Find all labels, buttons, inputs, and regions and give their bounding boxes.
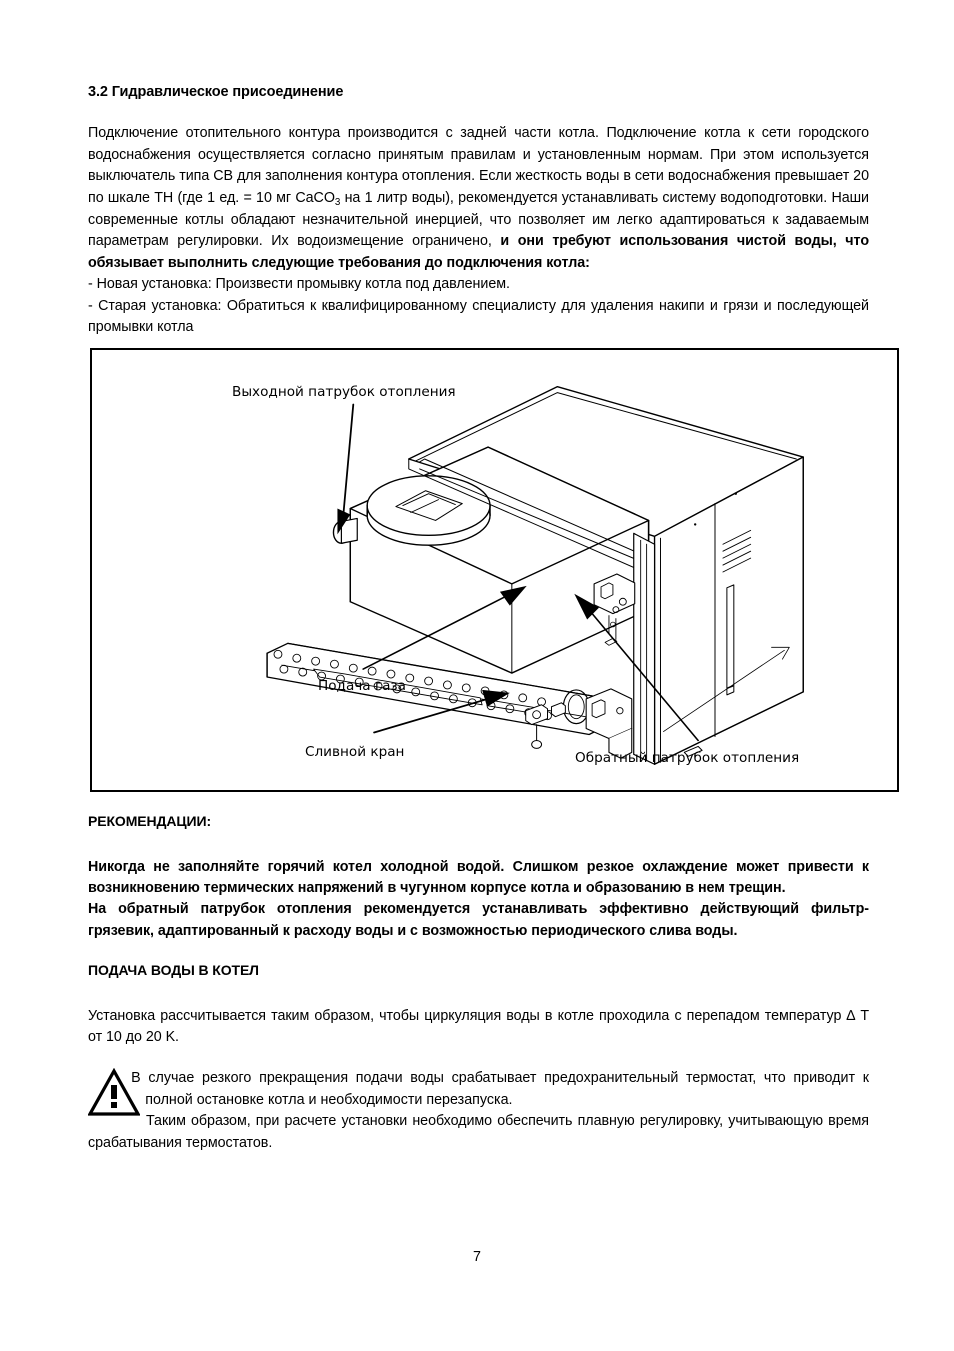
recommendations-heading: РЕКОМЕНДАЦИИ:: [88, 813, 212, 829]
intro-paragraph: [88, 123, 869, 274]
intro-text-bold: и они требуют использования чистой воды, что обязывает выполнить следующие требования до подключения котла:: [88, 233, 869, 271]
figure-label-outlet: Выходной патрубок отопления: [232, 384, 456, 400]
caco3-subscript: 3: [334, 196, 341, 208]
intro-text-part2: на 1 литр воды), рекомендуется устанавливать систему водоподготовки. Наши современные котлы обладают незначительной инерцией, что позволяет им легко адаптироваться к задаваемым параметрам регулировки. Их водоизмещение ограничено,: [88, 189, 869, 250]
figure-label-drain-valve: Сливной кран: [305, 744, 405, 760]
water-supply-paragraph-2: Таким образом, при расчете установки необходимо обеспечить плавную регулировку, учитывающую время срабатывания термостатов.: [88, 1113, 869, 1151]
boiler-figure: [90, 348, 899, 792]
water-supply-heading: ПОДАЧА ВОДЫ В КОТЕЛ: [88, 962, 259, 979]
recommendation-paragraph-2: На обратный патрубок отопления рекомендуется устанавливать эффективно действующий фильтр-грязевик, адаптированный к расходу воды и с возможностью периодического слива воды.: [88, 901, 869, 939]
water-supply-paragraph-1: Установка рассчитывается таким образом, чтобы циркуляция воды в котле проходила с перепадом температур ∆ T от 10 до 20 K.: [88, 1007, 869, 1046]
warning-text: В случае резкого прекращения подачи воды срабатывает предохранительный термостат, что приводит к полной остановке котла и необходимости перезапуска.: [131, 1070, 869, 1108]
recommendation-paragraph-1: Никогда не заполняйте горячий котел холодной водой. Слишком резкое охлаждение может привести к возникновению термических напряжений в чугунном корпусе котла и образованию в нем трещин.: [88, 858, 869, 896]
boiler-illustration: [92, 350, 897, 790]
figure-label-gas-supply: Подача газа: [318, 678, 406, 694]
warning-block: [88, 1068, 869, 1111]
page-number: 7: [473, 1249, 481, 1265]
bullet-old-installation: - Старая установка: Обратиться к квалифицированному специалисту для удаления накипи и грязи и последующей промывки котла: [88, 297, 869, 336]
intro-text-part1: Подключение отопительного контура производится с задней части котла. Подключение котла к сети городского водоснабжения осуществляется согласно принятым правилам и установленным нормам. При этом используется выключатель типа CB для заполнения контура отопления. Если жесткость воды в сети водоснабжения превышает 20 по шкале TH (где 1 ед. = 10 мг CaCO: [88, 125, 869, 206]
lower-content: [88, 813, 869, 1154]
page-content: [88, 84, 869, 338]
figure-label-return: Обратный патрубок отопления: [575, 750, 800, 766]
section-heading: 3.2 Гидравлическое присоединение: [88, 84, 344, 100]
bullet-new-installation: - Новая установка: Произвести промывку котла под давлением.: [88, 276, 510, 293]
